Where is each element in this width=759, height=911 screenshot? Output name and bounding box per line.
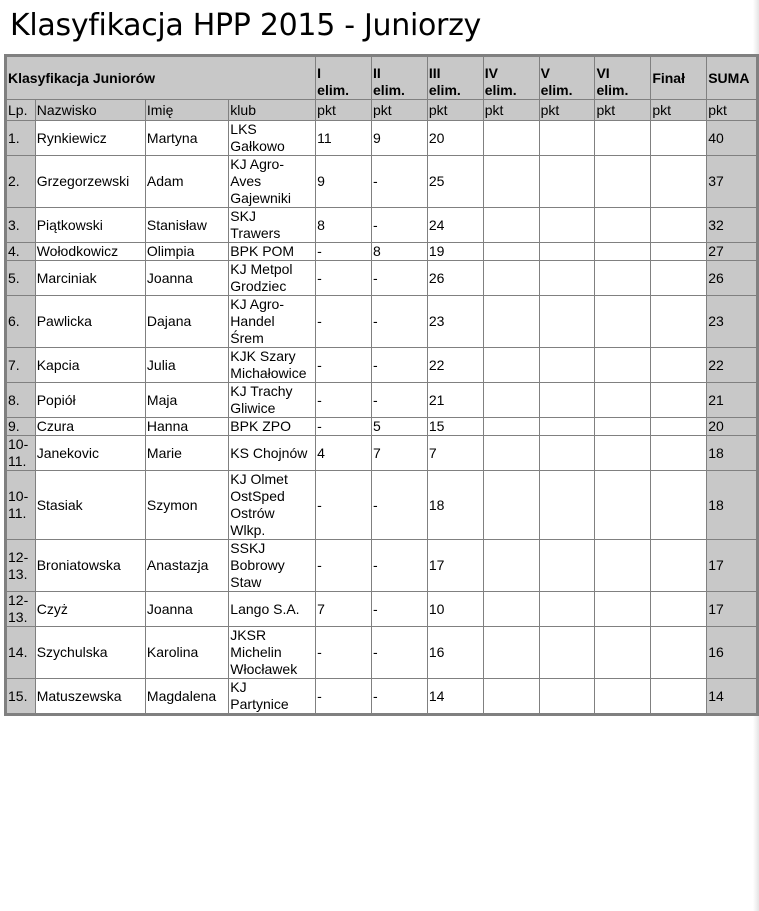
cell-elim-4 [483, 383, 539, 418]
units-pts: pkt [427, 100, 483, 121]
cell-lp: 1. [7, 121, 36, 156]
cell-elim-1: 9 [316, 156, 372, 208]
cell-sum: 17 [707, 592, 757, 627]
cell-surname: Stasiak [35, 471, 145, 540]
cell-elim-4 [483, 348, 539, 383]
cell-elim-6 [595, 296, 651, 348]
table-row [7, 592, 757, 627]
table-row [7, 261, 757, 296]
cell-elim-1: - [316, 261, 372, 296]
cell-elim-5 [539, 156, 595, 208]
cell-sum: 16 [707, 627, 757, 679]
units-firstname: Imię [145, 100, 228, 121]
table-row [7, 436, 757, 471]
cell-elim-4 [483, 261, 539, 296]
table-row [7, 121, 757, 156]
cell-elim-1: - [316, 418, 372, 436]
cell-final [651, 436, 707, 471]
cell-firstname: Marie [145, 436, 228, 471]
header-elim-5-label: V elim. [540, 65, 573, 98]
cell-elim-6 [595, 592, 651, 627]
cell-elim-6 [595, 418, 651, 436]
cell-elim-1: - [316, 679, 372, 714]
cell-elim-1: 7 [316, 592, 372, 627]
cell-surname: Broniatowska [35, 540, 145, 592]
cell-club: SKJ Trawers [229, 208, 316, 243]
cell-surname: Czura [35, 418, 145, 436]
cell-elim-6 [595, 156, 651, 208]
cell-elim-1: 4 [316, 436, 372, 471]
units-pts: pkt [539, 100, 595, 121]
cell-lp: 3. [7, 208, 36, 243]
cell-elim-5 [539, 679, 595, 714]
cell-surname: Janekovic [35, 436, 145, 471]
cell-surname: Szychulska [35, 627, 145, 679]
header-sum: SUMA [707, 57, 757, 100]
units-pts: pkt [372, 100, 428, 121]
cell-surname: Wołodkowicz [35, 243, 145, 261]
cell-elim-6 [595, 471, 651, 540]
cell-sum: 40 [707, 121, 757, 156]
cell-elim-2: 7 [372, 436, 428, 471]
cell-final [651, 156, 707, 208]
cell-firstname: Karolina [145, 627, 228, 679]
cell-sum: 32 [707, 208, 757, 243]
header-elim-1-label: I elim. [317, 65, 350, 98]
cell-elim-3: 10 [427, 592, 483, 627]
cell-elim-6 [595, 627, 651, 679]
table-caption: Klasyfikacja Juniorów [7, 57, 316, 100]
cell-firstname: Anastazja [145, 540, 228, 592]
units-lp: Lp. [7, 100, 36, 121]
header-elim-4-label: IV elim. [484, 65, 517, 98]
cell-surname: Matuszewska [35, 679, 145, 714]
cell-elim-5 [539, 627, 595, 679]
cell-sum: 18 [707, 436, 757, 471]
cell-final [651, 418, 707, 436]
cell-elim-5 [539, 296, 595, 348]
units-pts: pkt [651, 100, 707, 121]
table-row [7, 208, 757, 243]
cell-firstname: Stanisław [145, 208, 228, 243]
header-elim-2 [372, 57, 428, 100]
cell-sum: 26 [707, 261, 757, 296]
table-row [7, 383, 757, 418]
cell-elim-3: 21 [427, 383, 483, 418]
cell-club: Lango S.A. [229, 592, 316, 627]
cell-lp: 6. [7, 296, 36, 348]
cell-elim-4 [483, 208, 539, 243]
table-row [7, 243, 757, 261]
cell-elim-4 [483, 627, 539, 679]
cell-elim-5 [539, 208, 595, 243]
cell-club: BPK POM [229, 243, 316, 261]
header-elim-3-label: III elim. [428, 65, 461, 98]
cell-firstname: Martyna [145, 121, 228, 156]
cell-final [651, 471, 707, 540]
cell-sum: 18 [707, 471, 757, 540]
cell-firstname: Dajana [145, 296, 228, 348]
cell-club: JKSR Michelin Włocławek [229, 627, 316, 679]
cell-elim-5 [539, 383, 595, 418]
cell-elim-1: - [316, 540, 372, 592]
cell-elim-1: - [316, 296, 372, 348]
cell-elim-2: - [372, 348, 428, 383]
cell-lp: 4. [7, 243, 36, 261]
header-elim-5 [539, 57, 595, 100]
cell-elim-2: - [372, 261, 428, 296]
cell-elim-6 [595, 679, 651, 714]
cell-firstname: Hanna [145, 418, 228, 436]
cell-elim-3: 16 [427, 627, 483, 679]
cell-elim-3: 19 [427, 243, 483, 261]
cell-lp: 15. [7, 679, 36, 714]
cell-elim-6 [595, 121, 651, 156]
cell-elim-2: - [372, 156, 428, 208]
cell-sum: 37 [707, 156, 757, 208]
cell-elim-1: 8 [316, 208, 372, 243]
cell-elim-4 [483, 243, 539, 261]
cell-final [651, 383, 707, 418]
cell-elim-4 [483, 471, 539, 540]
cell-elim-4 [483, 436, 539, 471]
cell-surname: Piątkowski [35, 208, 145, 243]
cell-club: KJ Agro- Handel Śrem [229, 296, 316, 348]
cell-elim-4 [483, 418, 539, 436]
cell-club: SSKJ Bobrowy Staw [229, 540, 316, 592]
cell-surname: Rynkiewicz [35, 121, 145, 156]
cell-surname: Kapcia [35, 348, 145, 383]
cell-lp: 8. [7, 383, 36, 418]
cell-elim-5 [539, 243, 595, 261]
cell-elim-5 [539, 592, 595, 627]
cell-elim-1: - [316, 348, 372, 383]
cell-elim-4 [483, 592, 539, 627]
cell-elim-5 [539, 348, 595, 383]
header-final: Finał [651, 57, 707, 100]
cell-sum: 20 [707, 418, 757, 436]
cell-lp: 12- 13. [7, 540, 36, 592]
cell-elim-5 [539, 418, 595, 436]
cell-elim-6 [595, 208, 651, 243]
cell-elim-4 [483, 156, 539, 208]
table-row [7, 471, 757, 540]
cell-club: KS Chojnów [229, 436, 316, 471]
units-pts: pkt [316, 100, 372, 121]
cell-elim-2: - [372, 471, 428, 540]
page-title: Klasyfikacja HPP 2015 - Juniorzy [10, 8, 481, 43]
cell-final [651, 592, 707, 627]
cell-elim-1: 11 [316, 121, 372, 156]
cell-final [651, 121, 707, 156]
cell-firstname: Julia [145, 348, 228, 383]
cell-elim-4 [483, 679, 539, 714]
cell-final [651, 243, 707, 261]
cell-sum: 14 [707, 679, 757, 714]
table-row [7, 156, 757, 208]
table-row [7, 348, 757, 383]
cell-elim-5 [539, 540, 595, 592]
cell-elim-6 [595, 383, 651, 418]
header-elim-4 [483, 57, 539, 100]
cell-elim-6 [595, 243, 651, 261]
header-elim-1 [316, 57, 372, 100]
cell-elim-5 [539, 121, 595, 156]
cell-final [651, 627, 707, 679]
cell-lp: 2. [7, 156, 36, 208]
cell-elim-5 [539, 471, 595, 540]
cell-final [651, 679, 707, 714]
cell-elim-2: - [372, 540, 428, 592]
cell-elim-3: 14 [427, 679, 483, 714]
header-elim-6 [595, 57, 651, 100]
cell-elim-3: 18 [427, 471, 483, 540]
cell-elim-2: - [372, 383, 428, 418]
classification-table [6, 56, 757, 714]
header-elim-3 [427, 57, 483, 100]
units-surname: Nazwisko [35, 100, 145, 121]
cell-firstname: Adam [145, 156, 228, 208]
cell-firstname: Maja [145, 383, 228, 418]
cell-elim-6 [595, 540, 651, 592]
cell-elim-6 [595, 436, 651, 471]
cell-club: BPK ZPO [229, 418, 316, 436]
cell-club: KJ Trachy Gliwice [229, 383, 316, 418]
cell-firstname: Magdalena [145, 679, 228, 714]
cell-club: KJ Metpol Grodziec [229, 261, 316, 296]
cell-elim-6 [595, 261, 651, 296]
cell-surname: Pawlicka [35, 296, 145, 348]
cell-elim-3: 25 [427, 156, 483, 208]
table-row [7, 418, 757, 436]
cell-lp: 5. [7, 261, 36, 296]
units-pts: pkt [707, 100, 757, 121]
cell-elim-3: 17 [427, 540, 483, 592]
table-row [7, 627, 757, 679]
cell-lp: 12- 13. [7, 592, 36, 627]
units-club: klub [229, 100, 316, 121]
cell-surname: Grzegorzewski [35, 156, 145, 208]
cell-sum: 17 [707, 540, 757, 592]
cell-elim-3: 26 [427, 261, 483, 296]
cell-elim-3: 24 [427, 208, 483, 243]
cell-elim-4 [483, 296, 539, 348]
cell-elim-4 [483, 540, 539, 592]
cell-sum: 22 [707, 348, 757, 383]
cell-final [651, 540, 707, 592]
cell-elim-4 [483, 121, 539, 156]
cell-lp: 10- 11. [7, 436, 36, 471]
cell-elim-2: - [372, 208, 428, 243]
cell-club: KJ Partynice [229, 679, 316, 714]
cell-elim-2: 8 [372, 243, 428, 261]
cell-final [651, 348, 707, 383]
cell-surname: Popiół [35, 383, 145, 418]
cell-elim-2: 5 [372, 418, 428, 436]
cell-firstname: Joanna [145, 261, 228, 296]
cell-elim-2: - [372, 296, 428, 348]
cell-elim-5 [539, 436, 595, 471]
classification-table-frame [4, 54, 759, 716]
cell-elim-5 [539, 261, 595, 296]
cell-elim-1: - [316, 243, 372, 261]
cell-club: KJK Szary Michałowice [229, 348, 316, 383]
cell-elim-3: 22 [427, 348, 483, 383]
cell-club: KJ Olmet OstSped Ostrów Wlkp. [229, 471, 316, 540]
cell-elim-2: - [372, 679, 428, 714]
cell-elim-3: 20 [427, 121, 483, 156]
cell-lp: 14. [7, 627, 36, 679]
units-pts: pkt [595, 100, 651, 121]
table-row [7, 679, 757, 714]
cell-final [651, 296, 707, 348]
cell-firstname: Olimpia [145, 243, 228, 261]
cell-firstname: Joanna [145, 592, 228, 627]
table-row [7, 540, 757, 592]
cell-club: LKS Gałkowo [229, 121, 316, 156]
cell-final [651, 208, 707, 243]
cell-lp: 9. [7, 418, 36, 436]
cell-sum: 27 [707, 243, 757, 261]
cell-elim-2: - [372, 592, 428, 627]
header-elim-6-label: VI elim. [596, 65, 629, 98]
cell-elim-3: 23 [427, 296, 483, 348]
cell-elim-6 [595, 348, 651, 383]
cell-elim-3: 15 [427, 418, 483, 436]
cell-club: KJ Agro- Aves Gajewniki [229, 156, 316, 208]
cell-firstname: Szymon [145, 471, 228, 540]
cell-surname: Marciniak [35, 261, 145, 296]
cell-elim-1: - [316, 471, 372, 540]
cell-lp: 10- 11. [7, 471, 36, 540]
cell-elim-3: 7 [427, 436, 483, 471]
table-units-row [7, 100, 757, 121]
header-elim-2-label: II elim. [373, 65, 405, 98]
cell-sum: 21 [707, 383, 757, 418]
cell-sum: 23 [707, 296, 757, 348]
cell-elim-2: - [372, 627, 428, 679]
cell-elim-1: - [316, 383, 372, 418]
units-pts: pkt [483, 100, 539, 121]
cell-elim-2: 9 [372, 121, 428, 156]
cell-lp: 7. [7, 348, 36, 383]
cell-elim-1: - [316, 627, 372, 679]
table-header-row [7, 57, 757, 100]
cell-final [651, 261, 707, 296]
table-row [7, 296, 757, 348]
cell-surname: Czyż [35, 592, 145, 627]
